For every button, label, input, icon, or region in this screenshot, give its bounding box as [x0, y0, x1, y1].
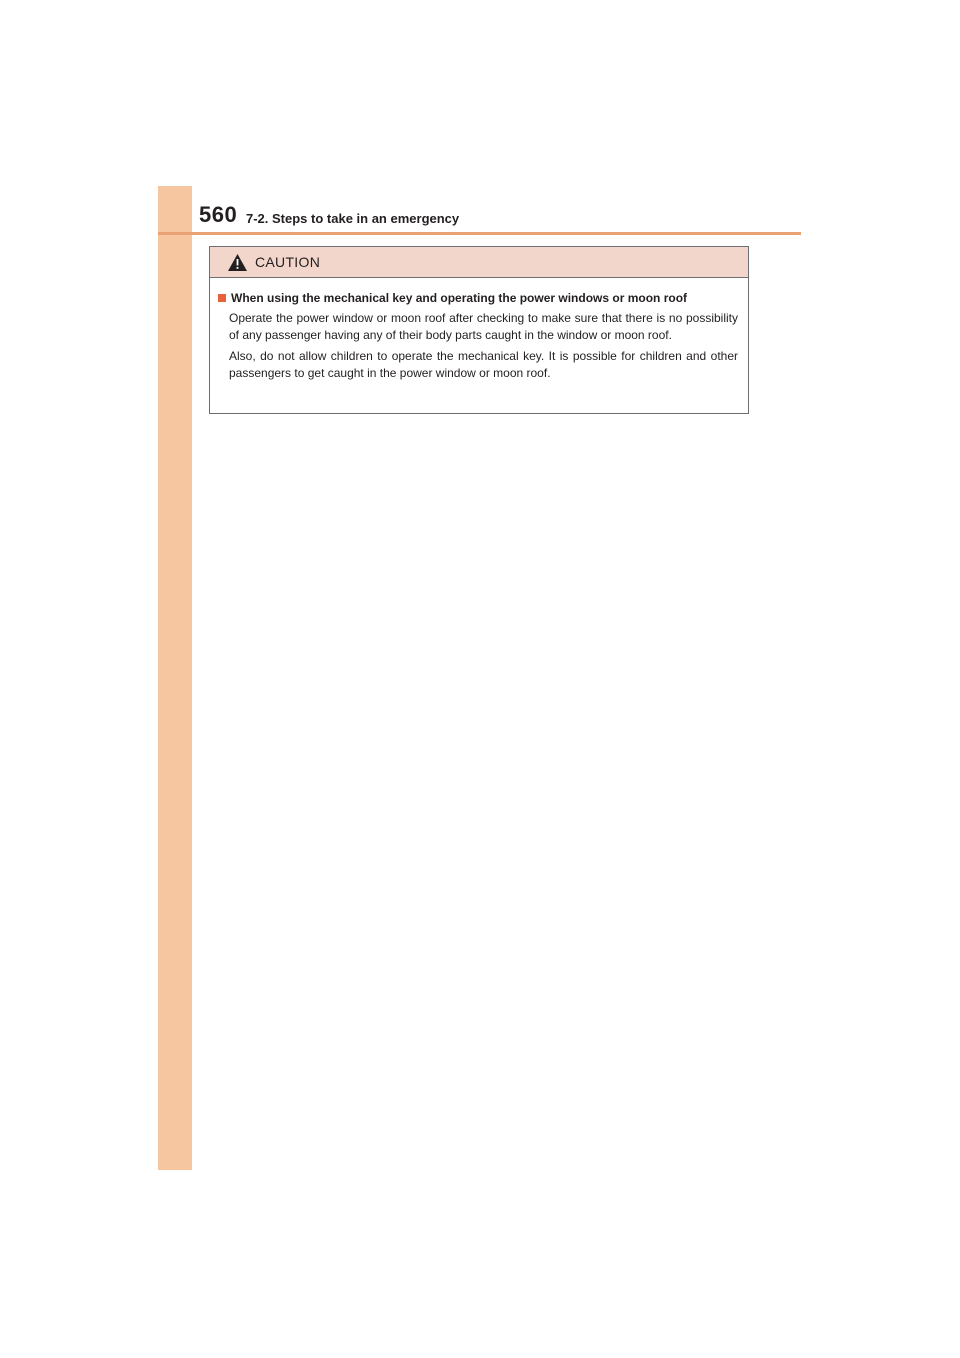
caution-paragraph: Also, do not allow children to operate the mechanical key. It is possible for children and other passengers to get caught in the power window or moon roof. — [229, 349, 738, 380]
header-rule — [158, 232, 801, 235]
caution-body — [210, 278, 748, 381]
caution-header — [210, 247, 748, 278]
square-bullet-icon — [218, 294, 226, 302]
side-tab-strip — [158, 186, 192, 1170]
caution-box — [209, 246, 749, 414]
caution-item-title-text: When using the mechanical key and operating the power windows or moon roof — [231, 291, 688, 305]
section-title: 7-2. Steps to take in an emergency — [246, 211, 460, 226]
caution-item-title — [218, 291, 738, 305]
caution-paragraph: Operate the power window or moon roof after checking to make sure that there is no possibility of any passenger having any of their body parts caught in the window or moon roof. — [229, 311, 738, 342]
page-number: 560 — [199, 202, 238, 227]
warning-triangle-icon — [227, 253, 248, 272]
caution-label: CAUTION — [255, 254, 321, 270]
